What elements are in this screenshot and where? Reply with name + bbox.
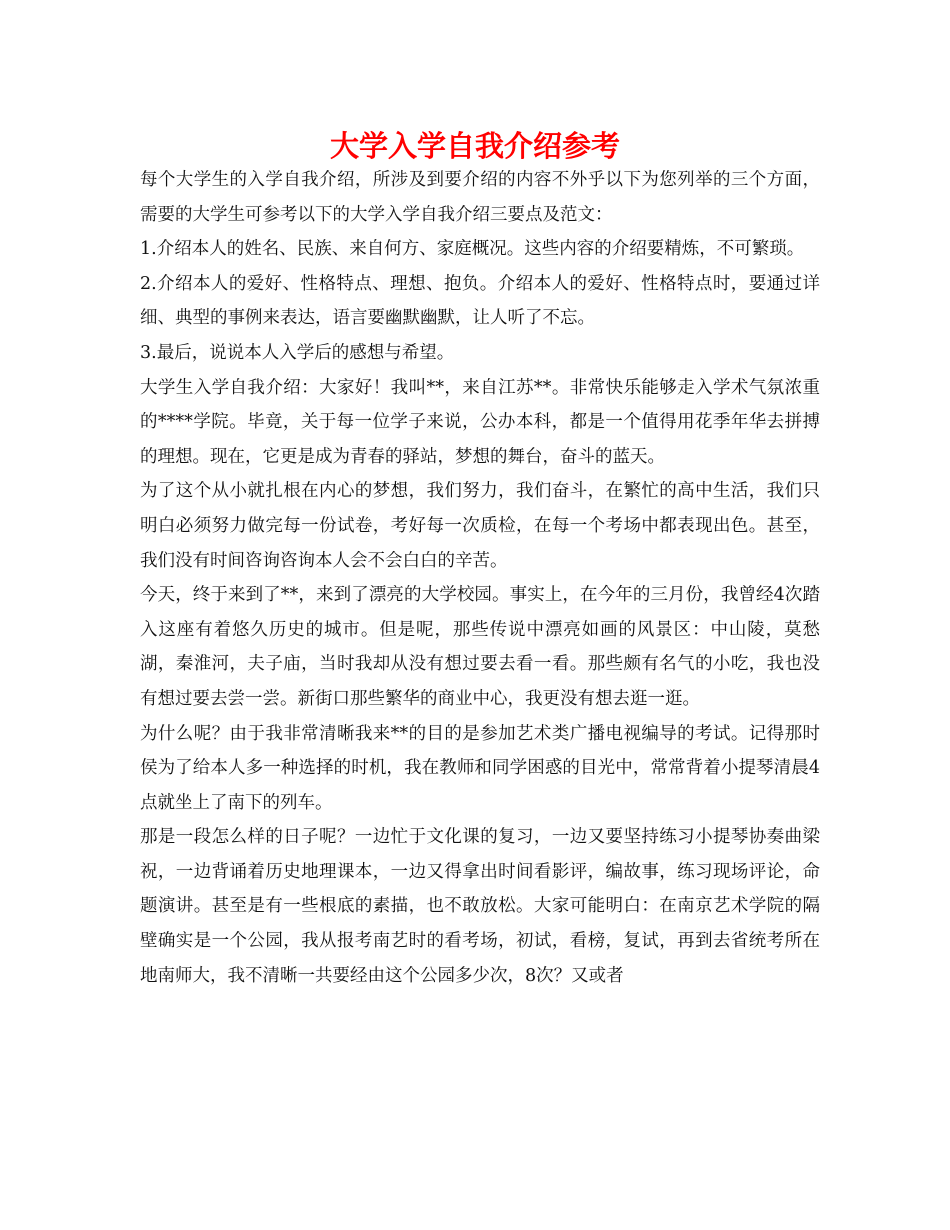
paragraph-point-1: 1.介绍本人的姓名、民族、来自何方、家庭概况。这些内容的介绍要精炼，不可繁琐。 — [140, 239, 805, 260]
document-body — [140, 163, 820, 993]
paragraph-sample-city: 今天，终于来到了**，来到了漂亮的大学校园。事实上，在今年的三月份，我曾经4次踏入这座有着悠久历史的城市。但是呢，那些传说中漂亮如画的风景区：中山陵，莫愁湖，秦淮河，夫子庙，当时我却从没有想过要去看一看。那些颇有名气的小吃，我也没有想过要去尝一尝。新街口那些繁华的商业中心，我更没有想去逛一逛。 — [140, 585, 820, 709]
paragraph-sample-dream: 为了这个从小就扎根在内心的梦想，我们努力，我们奋斗，在繁忙的高中生活，我们只明白必须努力做完每一份试卷，考好每一次质检，在每一个考场中都表现出色。甚至，我们没有时间咨询咨询本人会不会白白的辛苦。 — [140, 481, 820, 571]
paragraph-sample-greeting: 大学生入学自我介绍：大家好！我叫**，来自江苏**。非常快乐能够走入学术气氛浓重的****学院。毕竟，关于每一位学子来说，公办本科，都是一个值得用花季年华去拼搏的理想。现在，它更是成为青春的驿站，梦想的舞台，奋斗的蓝天。 — [140, 377, 820, 467]
paragraph-intro: 每个大学生的入学自我介绍，所涉及到要介绍的内容不外乎以下为您列举的三个方面，需要的大学生可参考以下的大学入学自我介绍三要点及范文： — [140, 170, 820, 225]
paragraph-point-3: 3.最后，说说本人入学后的感想与希望。 — [140, 342, 455, 363]
paragraph-point-2: 2.介绍本人的爱好、性格特点、理想、抱负。介绍本人的爱好、性格特点时，要通过详细、典型的事例来表达，语言要幽默幽默，让人听了不忘。 — [140, 273, 820, 329]
paragraph-sample-days: 那是一段怎么样的日子呢？一边忙于文化课的复习，一边又要坚持练习小提琴协奏曲梁祝，一边背诵着历史地理课本，一边又得拿出时间看影评，编故事，练习现场评论，命题演讲。甚至是有一些根底的素描，也不敢放松。大家可能明白：在南京艺术学院的隔壁确实是一个公园，我从报考南艺时的看考场，初试，看榜，复试，再到去省统考所在地南师大，我不清晰一共要经由这个公园多少次，8次？又或者 — [140, 827, 820, 986]
paragraph-sample-reason: 为什么呢？由于我非常清晰我来**的目的是参加艺术类广播电视编导的考试。记得那时侯为了给本人多一种选择的时机，我在教师和同学困惑的目光中，常常背着小提琴清晨4点就坐上了南下的列车。 — [140, 723, 820, 813]
document-title: 大学入学自我介绍参考 — [329, 129, 620, 163]
